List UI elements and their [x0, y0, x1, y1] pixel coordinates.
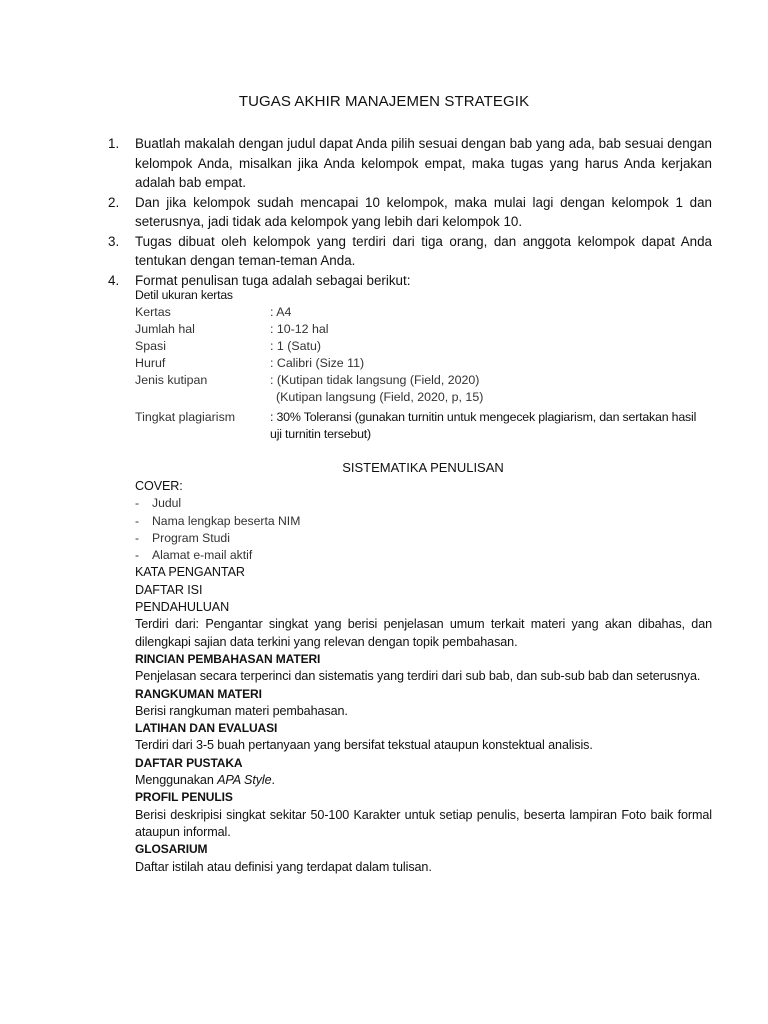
list-item-text: Buatlah makalah dengan judul dapat Anda pilih sesuai dengan bab yang ada, bab sesuai dengan kelompok Anda, misalkan jika Anda kelompok empat, maka tugas yang harus Anda kerjakan adalah bab empat.	[135, 136, 712, 190]
instruction-list	[108, 134, 712, 290]
cover-item: - Alamat e-mail aktif	[135, 547, 712, 564]
rincian-text: Penjelasan secara terperinci dan sistematis yang terdiri dari sub bab, dan sub-sub bab dan seterusnya.	[135, 669, 701, 684]
spec-value: (Kutipan langsung (Field, 2020, p, 15)	[276, 390, 484, 404]
spec-row-jumlah-hal	[135, 321, 705, 338]
spec-value: : A4	[270, 305, 292, 319]
spec-label: Jumlah hal	[135, 322, 195, 336]
daftar-isi-heading: DAFTAR ISI	[135, 582, 203, 597]
latihan-text: Terdiri dari 3-5 buah pertanyaan yang bersifat tekstual ataupun konstektual analisis.	[135, 738, 593, 753]
glosarium-text: Daftar istilah atau definisi yang terdapat dalam tulisan.	[135, 859, 432, 874]
spec-label: Kertas	[135, 305, 171, 319]
spec-label: Spasi	[135, 339, 166, 353]
sistematika-body	[135, 478, 712, 876]
document-title: TUGAS AKHIR MANAJEMEN STRATEGIK	[238, 93, 530, 110]
daftar-pustaka-prefix: Menggunakan	[135, 773, 218, 788]
list-item-number: 4.	[108, 272, 120, 288]
pendahuluan-heading: PENDAHULUAN	[135, 600, 230, 615]
spec-value: : (Kutipan tidak langsung (Field, 2020)	[270, 373, 480, 387]
spec-row-kutipan-langsung	[135, 389, 705, 406]
glosarium-heading: GLOSARIUM	[135, 842, 208, 857]
spec-row-plagiarism	[135, 409, 705, 443]
spec-row-huruf	[135, 355, 705, 372]
spec-label: Huruf	[135, 356, 166, 370]
pendahuluan-text: Terdiri dari: Pengantar singkat yang berisi penjelasan umum terkait materi yang akan dibahas, dan dilengkapi sajian data terkini yang relevan dengan topik pembahasan.	[135, 617, 712, 649]
section-title: SISTEMATIKA PENULISAN	[342, 460, 504, 475]
spec-value: : 1 (Satu)	[270, 339, 321, 353]
spec-value: : Calibri (Size 11)	[270, 356, 365, 370]
cover-heading: COVER:	[135, 479, 183, 493]
spec-value: : 10-12 hal	[270, 322, 329, 336]
paper-spec-block	[135, 287, 705, 443]
list-item-number: 3.	[108, 233, 120, 249]
profil-heading: PROFIL PENULIS	[135, 790, 233, 805]
rincian-heading: RINCIAN PEMBAHASAN MATERI	[135, 651, 321, 666]
daftar-pustaka-heading: DAFTAR PUSTAKA	[135, 755, 243, 770]
list-item-number: 2.	[108, 194, 120, 210]
spec-label: Jenis kutipan	[135, 373, 208, 387]
rangkuman-heading: RANGKUMAN MATERI	[135, 686, 262, 701]
list-item-text: Format penulisan tuga adalah sebagai berikut:	[135, 272, 411, 288]
daftar-pustaka-suffix: .	[271, 773, 275, 788]
rangkuman-text: Berisi rangkuman materi pembahasan.	[135, 703, 348, 718]
spec-value: : 30% Toleransi (gunakan turnitin untuk mengecek plagiarism, dan sertakan hasil uji turnitin tersebut)	[270, 410, 697, 441]
spec-row-jenis-kutipan	[135, 372, 705, 389]
daftar-pustaka-text	[135, 772, 712, 789]
cover-item: - Nama lengkap beserta NIM	[135, 513, 712, 530]
spec-heading: Detil ukuran kertas	[135, 288, 233, 302]
apa-style-emphasis: APA Style	[217, 773, 272, 788]
cover-item: - Judul	[135, 495, 712, 512]
spec-row-spasi	[135, 338, 705, 355]
spec-row-kertas	[135, 304, 705, 321]
list-item-text: Tugas dibuat oleh kelompok yang terdiri dari tiga orang, dan anggota kelompok dapat Anda tentukan dengan teman-teman Anda.	[135, 233, 712, 268]
list-item	[108, 193, 712, 232]
cover-item: - Program Studi	[135, 530, 712, 547]
list-item-text: Dan jika kelompok sudah mencapai 10 kelompok, maka mulai lagi dengan kelompok 1 dan seterusnya, jadi tidak ada kelompok yang lebih dari kelompok 10.	[135, 194, 712, 229]
list-item	[108, 134, 712, 193]
kata-pengantar-heading: KATA PENGANTAR	[135, 565, 245, 580]
latihan-heading: LATIHAN DAN EVALUASI	[135, 721, 278, 736]
list-item	[108, 232, 712, 271]
profil-text: Berisi deskripisi singkat sekitar 50-100 Karakter untuk setiap penulis, beserta lampiran Foto baik formal ataupun informal.	[135, 807, 712, 839]
list-item-number: 1.	[108, 136, 120, 151]
spec-label: Tingkat plagiarism	[135, 410, 236, 424]
